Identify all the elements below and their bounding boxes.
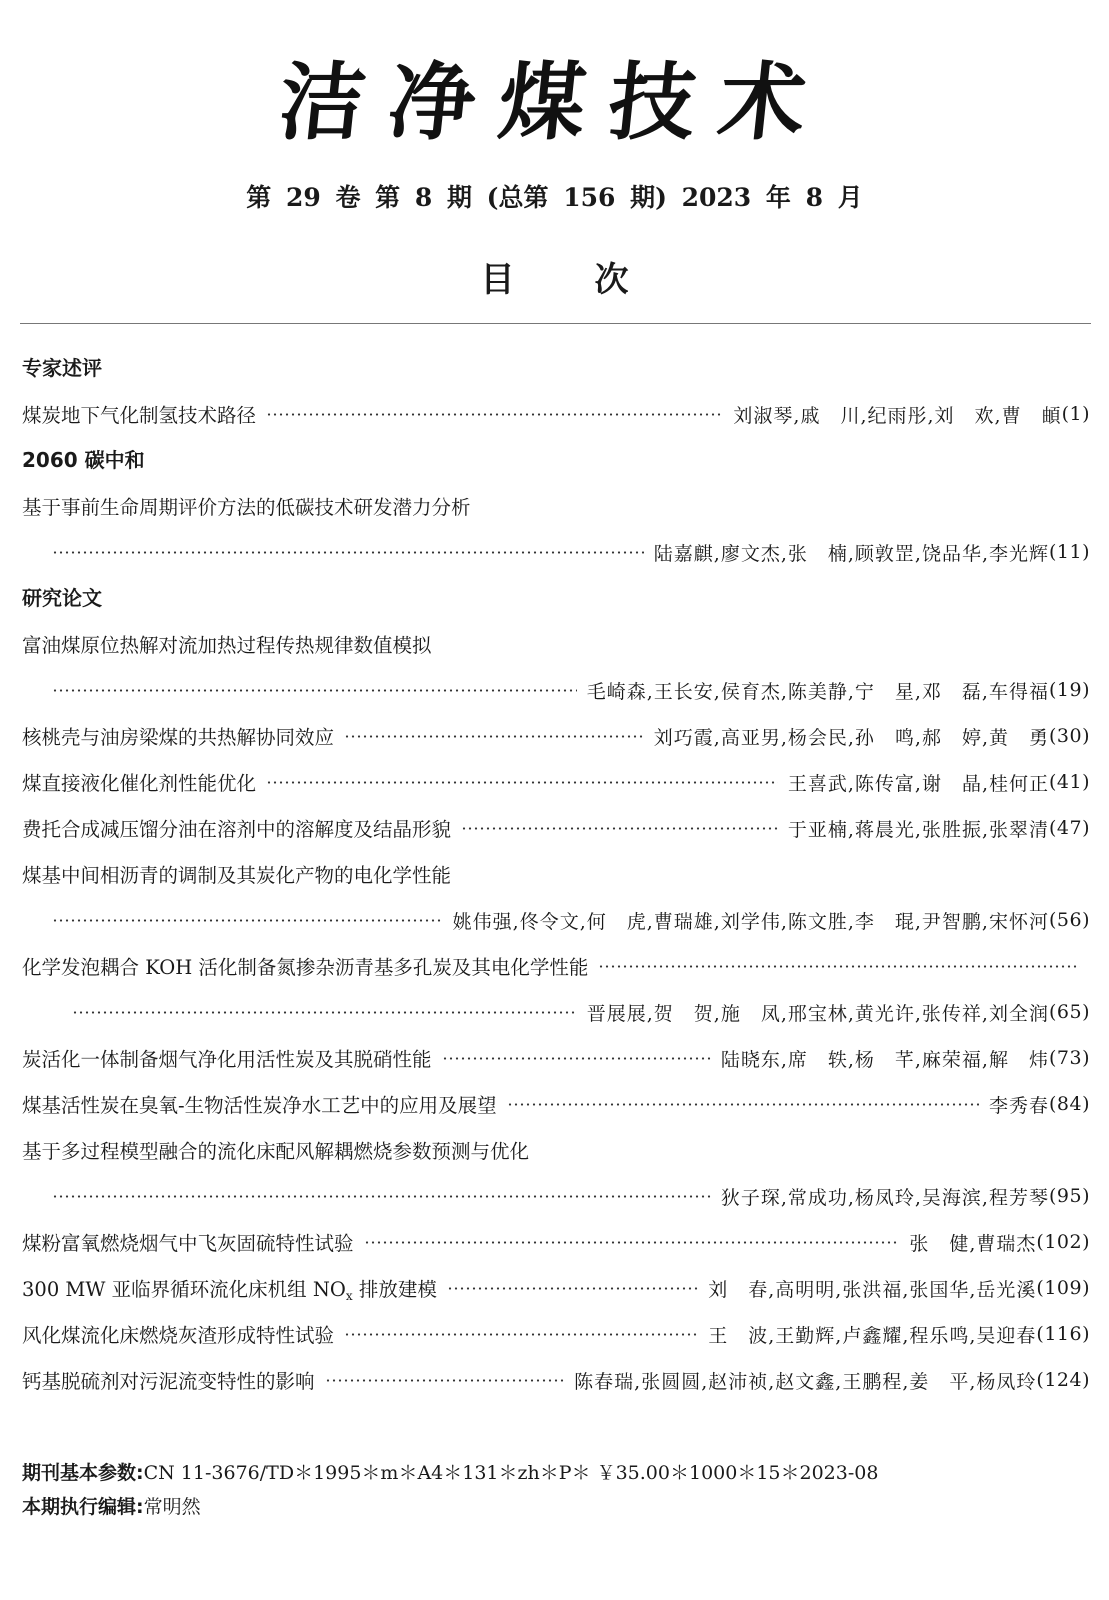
page-number: (102)	[1036, 1231, 1090, 1253]
article-title-part: 300 MW 亚临界循环流化床机组 NO	[22, 1277, 346, 1301]
section-title-research-papers: 研究论文	[22, 586, 102, 610]
dot-leader	[52, 551, 644, 554]
issue-info: 第 29 卷 第 8 期 (总第 156 期) 2023 年 8 月	[246, 183, 863, 212]
toc-entry-title-line[interactable]	[22, 621, 1090, 667]
page-number: (73)	[1048, 1047, 1090, 1069]
toc-entry-author-line[interactable]	[22, 897, 1090, 943]
dot-leader	[598, 965, 1080, 968]
parameters-value: CN 11-3676/TD＊1995＊m＊A4＊131＊zh＊P＊ ￥35.00＊1000＊15＊2023-08	[143, 1462, 879, 1484]
dot-leader	[266, 413, 723, 416]
toc-entry[interactable]	[22, 759, 1090, 805]
page-number: (56)	[1048, 909, 1090, 931]
toc-entry[interactable]	[22, 1265, 1090, 1311]
dot-leader	[442, 1057, 711, 1060]
article-title: 炭活化一体制备烟气净化用活性炭及其脱硝性能	[22, 1048, 432, 1071]
executive-editor	[22, 1490, 1082, 1524]
section-title-carbon-neutral: 2060 碳中和	[22, 448, 145, 472]
page-number: (124)	[1036, 1369, 1090, 1391]
editor-label: 本期执行编辑:	[22, 1496, 144, 1518]
page-number: (19)	[1048, 679, 1090, 701]
toc-entry-title-line[interactable]	[22, 943, 1090, 989]
article-authors: 狄子琛,常成功,杨凤玲,吴海滨,程芳琴	[720, 1186, 1049, 1209]
page-number: (1)	[1061, 403, 1090, 425]
article-title: 富油煤原位热解对流加热过程传热规律数值模拟	[22, 634, 432, 657]
page-number: (30)	[1048, 725, 1090, 747]
section-title-expert-review: 专家述评	[22, 356, 102, 380]
toc-entry[interactable]	[22, 391, 1090, 437]
page-number: (47)	[1048, 817, 1090, 839]
article-title: 风化煤流化床燃烧灰渣形成特性试验	[22, 1324, 335, 1347]
page-number: (95)	[1048, 1185, 1090, 1207]
subscript: x	[345, 1288, 353, 1303]
toc-entry-title-line[interactable]	[22, 851, 1090, 897]
toc-entry-author-line[interactable]	[22, 667, 1090, 713]
article-title: 费托合成减压馏分油在溶剂中的溶解度及结晶形貌	[22, 818, 452, 841]
article-title: 基于事前生命周期评价方法的低碳技术研发潜力分析	[22, 496, 471, 519]
article-authors: 刘巧霞,高亚男,杨会民,孙 鸣,郝 婷,黄 勇	[653, 726, 1049, 749]
editor-value: 常明然	[143, 1496, 201, 1518]
dot-leader	[266, 781, 778, 784]
article-authors: 陆嘉麒,廖文杰,张 楠,顾敦罡,饶品华,李光辉	[653, 542, 1049, 565]
toc-entry[interactable]	[22, 1311, 1090, 1357]
article-title: 煤粉富氧燃烧烟气中飞灰固硫特性试验	[22, 1232, 354, 1255]
article-authors: 陆晓东,席 轶,杨 芊,麻荣福,解 炜	[720, 1048, 1049, 1071]
journal-parameters	[22, 1456, 1082, 1490]
dot-leader	[344, 1333, 698, 1336]
toc-entry[interactable]	[22, 805, 1090, 851]
page-number: (41)	[1048, 771, 1090, 793]
article-title: 煤基活性炭在臭氧-生物活性炭净水工艺中的应用及展望	[22, 1094, 497, 1117]
article-title: 煤基中间相沥青的调制及其炭化产物的电化学性能	[22, 864, 452, 887]
article-authors: 晋展展,贺 贺,施 凤,邢宝林,黄光许,张传祥,刘全润	[586, 1002, 1049, 1025]
toc-entry[interactable]	[22, 1081, 1090, 1127]
dot-leader	[52, 919, 443, 922]
article-title-part: 排放建模	[352, 1277, 437, 1301]
article-authors: 张 健,曹瑞杰	[909, 1232, 1037, 1255]
dot-leader	[72, 1011, 577, 1014]
article-title: 煤直接液化催化剂性能优化	[22, 772, 257, 795]
page-number: (84)	[1048, 1093, 1090, 1115]
toc-entry-author-line[interactable]	[22, 989, 1090, 1035]
article-title	[22, 1274, 437, 1303]
parameters-label: 期刊基本参数:	[22, 1462, 144, 1484]
journal-masthead	[0, 40, 1109, 150]
dot-leader	[461, 827, 778, 830]
toc-entry-author-line[interactable]	[22, 529, 1090, 575]
toc-heading: 目次	[480, 260, 709, 300]
article-title: 煤炭地下气化制氢技术路径	[22, 404, 257, 427]
article-title: 化学发泡耦合 KOH 活化制备氮掺杂沥青基多孔炭及其电化学性能	[22, 956, 589, 979]
dot-leader	[447, 1287, 698, 1290]
article-authors: 于亚楠,蒋晨光,张胜振,张翠清	[787, 818, 1049, 841]
dot-leader	[52, 689, 577, 692]
dot-leader	[344, 735, 644, 738]
journal-footer	[22, 1456, 1082, 1524]
page-number: (11)	[1048, 541, 1090, 563]
article-authors: 刘淑琴,戚 川,纪雨彤,刘 欢,曹 頔	[733, 404, 1062, 427]
article-authors: 王喜武,陈传富,谢 晶,桂何正	[787, 772, 1049, 795]
page-number: (109)	[1036, 1277, 1090, 1299]
toc-entry-author-line[interactable]	[22, 1173, 1090, 1219]
article-authors: 王 波,王勤辉,卢鑫耀,程乐鸣,吴迎春	[708, 1324, 1037, 1347]
toc-entry[interactable]	[22, 1035, 1090, 1081]
toc-entry[interactable]	[22, 1357, 1090, 1403]
article-authors: 陈春瑞,张圆圆,赵沛祯,赵文鑫,王鹏程,姜 平,杨凤玲	[574, 1370, 1037, 1393]
header-divider	[20, 323, 1091, 324]
article-title: 基于多过程模型融合的流化床配风解耦燃烧参数预测与优化	[22, 1140, 530, 1163]
toc-entry-title-line[interactable]	[22, 483, 1090, 529]
toc-entry[interactable]	[22, 1219, 1090, 1265]
dot-leader	[325, 1379, 565, 1382]
dot-leader	[364, 1241, 900, 1244]
article-title: 核桃壳与油房梁煤的共热解协同效应	[22, 726, 335, 749]
article-title: 钙基脱硫剂对污泥流变特性的影响	[22, 1370, 315, 1393]
table-of-contents	[22, 345, 1090, 1403]
dot-leader	[52, 1195, 711, 1198]
toc-entry[interactable]	[22, 713, 1090, 759]
dot-leader	[507, 1103, 979, 1106]
journal-title: 洁净煤技术	[273, 52, 834, 152]
article-authors: 姚伟强,佟令文,何 虎,曹瑞雄,刘学伟,陈文胜,李 琨,尹智鹏,宋怀河	[452, 910, 1049, 933]
page-number: (116)	[1036, 1323, 1090, 1345]
article-authors: 刘 春,高明明,张洪福,张国华,岳光溪	[708, 1278, 1037, 1301]
article-authors: 毛崎森,王长安,侯育杰,陈美静,宁 星,邓 磊,车得福	[586, 680, 1049, 703]
page-number: (65)	[1048, 1001, 1090, 1023]
article-authors: 李秀春	[988, 1094, 1049, 1117]
toc-entry-title-line[interactable]	[22, 1127, 1090, 1173]
